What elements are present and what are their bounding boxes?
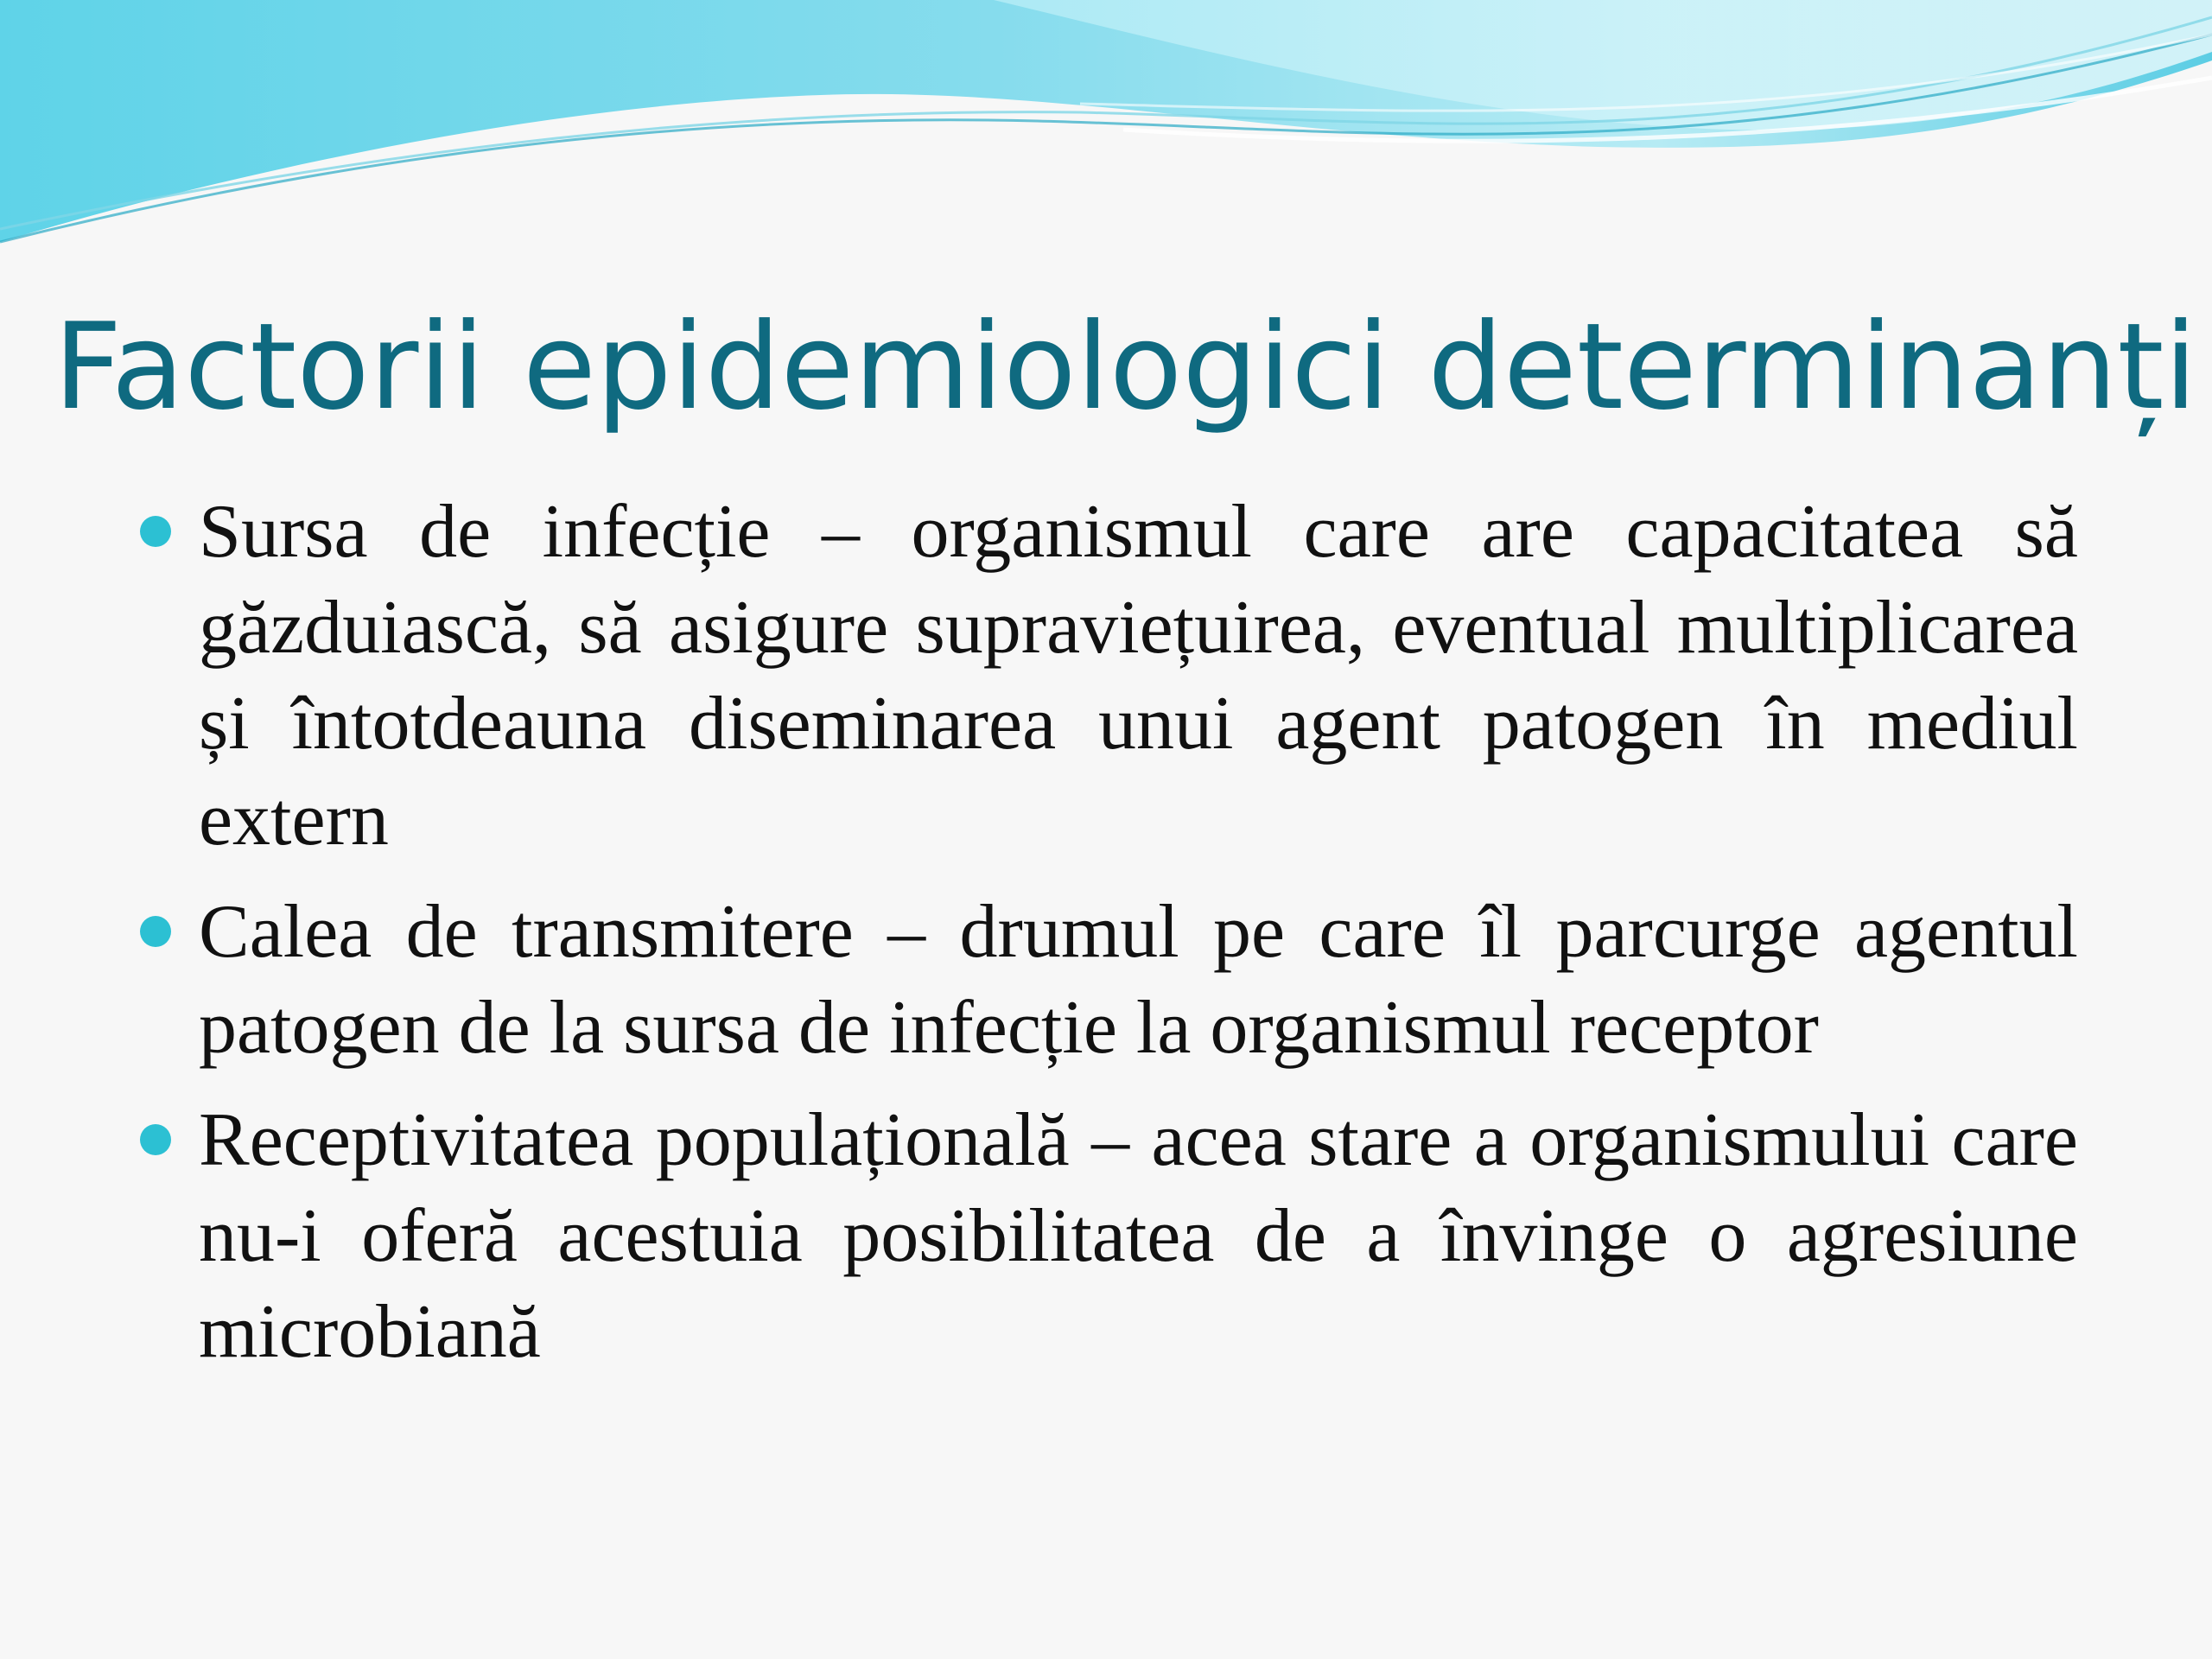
bullet-dot-icon <box>140 516 171 547</box>
bullet-text: Calea de transmitere – drumul pe care îl parcurge agentul patogen de la sursa de infecție la organismul receptor <box>199 890 2078 1070</box>
bullet-dot-icon <box>140 1124 171 1155</box>
bullet-text: Sursa de infecție – organismul care are capacitatea să găzduiască, să asigure supraviețuirea, eventual multiplicarea și întotdeauna diseminarea unui agent patogen în mediul extern <box>199 490 2078 861</box>
bullet-dot-icon <box>140 916 171 947</box>
header-wave-decoration <box>0 0 2212 259</box>
slide-title: Factorii epidemiologici determinanți <box>54 297 2197 436</box>
bullet-item-population-receptivity <box>199 1092 2078 1380</box>
bullet-item-source-of-infection <box>199 484 2078 868</box>
bullet-list <box>199 484 2078 1396</box>
bullet-item-transmission-route <box>199 884 2078 1076</box>
bullet-text: Receptivitatea populațională – acea stare a organismului care nu-i oferă acestuia posibilitatea de a învinge o agresiune microbiană <box>199 1098 2078 1374</box>
